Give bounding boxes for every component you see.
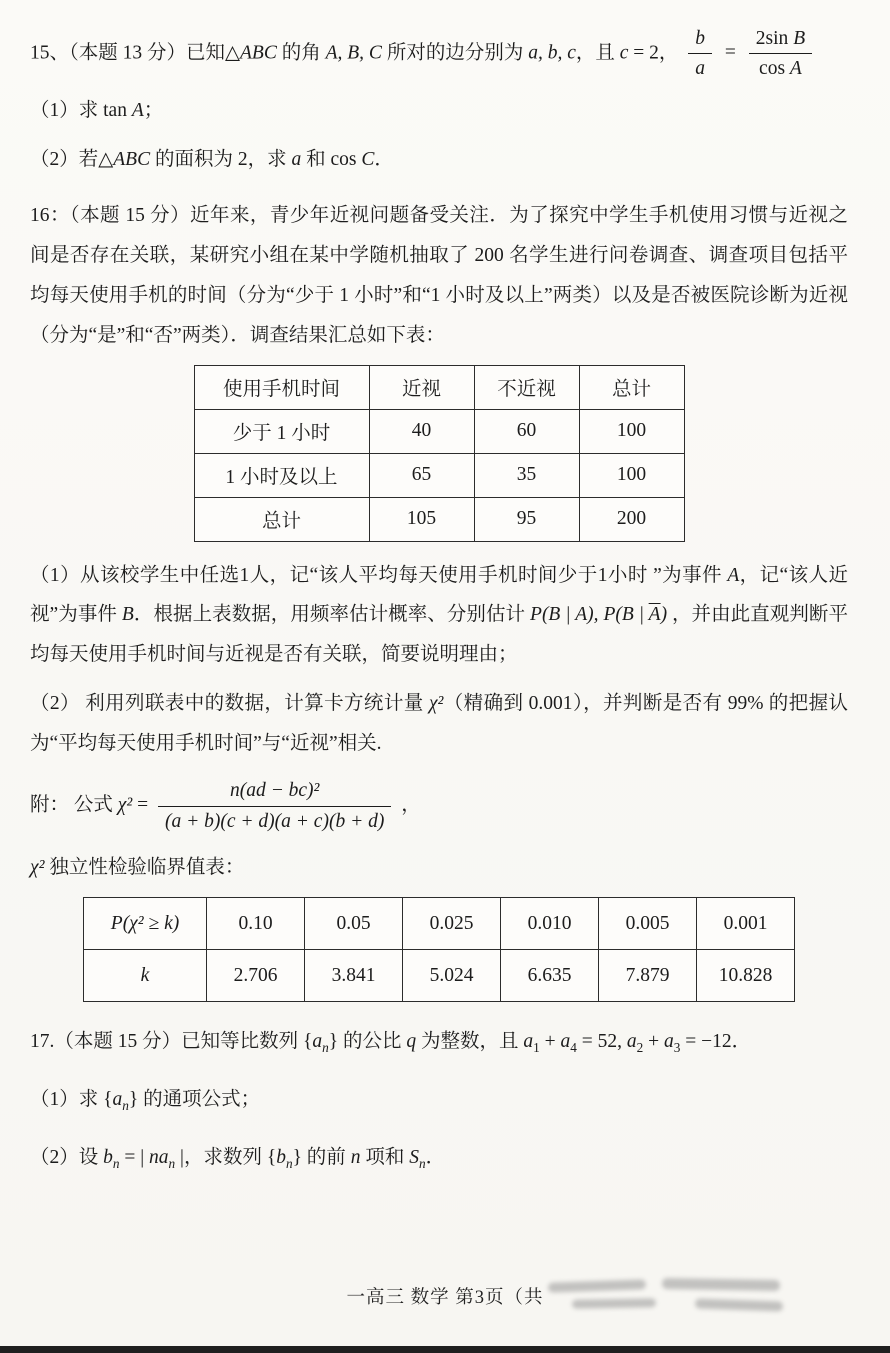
table-cell: k <box>84 950 207 1002</box>
table-cell: 3.841 <box>305 950 403 1002</box>
table-cell: 105 <box>369 497 474 541</box>
table-cell: 6.635 <box>501 950 599 1002</box>
problem-16-part2: （2） 利用列联表中的数据，计算卡方统计量 χ²（精确到 0.001），并判断是否有 99% 的把握认为“平均每天使用手机时间”与“近视”相关. <box>30 693 848 755</box>
problem-15-part2: （2）若△ABC 的面积为 2，求 a 和 cos C． <box>30 148 394 170</box>
table-cell: 0.001 <box>697 898 795 950</box>
page-bottom-edge <box>0 1346 890 1353</box>
problem-15-part1: （1）求 tan A； <box>30 99 164 121</box>
table-cell: 0.025 <box>403 898 501 950</box>
problem-17-part1: （1）求 $\{a_n\}$ 的通项公式； <box>30 1088 261 1113</box>
problem-16-intro: 16：（本题 15 分）近年来，青少年近视问题备受关注．为了探究中学生手机使用习惯与近视之间是否存在关联，某研究小组在某中学随机抽取了 200 名学生进行问卷调查、调查项目包括平均每天使用手机的时间（分为“少于 1 小时”和“1 小时及以上”两类）以及是否被医院诊断为近视（分为“是”和“否”两类）．调查结果汇总如下表： <box>30 204 848 346</box>
problem-16 <box>30 196 848 1002</box>
table-cell: 0.05 <box>305 898 403 950</box>
table-cell: 7.879 <box>599 950 697 1002</box>
table-cell: 95 <box>474 497 579 541</box>
table-row <box>84 950 795 1002</box>
fraction-numerator: 2sin B <box>749 26 812 54</box>
fraction-denominator: a <box>695 58 706 80</box>
critical-value-table <box>83 897 795 1002</box>
table-cell: 100 <box>579 409 684 453</box>
table-cell: 100 <box>579 453 684 497</box>
problem-16-part1: （1）从该校学生中任选1人，记“该人平均每天使用手机时间少于1小时 ”为事件 A，记“该人近视”为事件 B．根据上表数据，用频率估计概率、分别估计 P(B | A), P(B | $\overline{A}$) ，并由此直观判断平均每天使用手机时间与近视是否有关联，简要说明理由； <box>30 564 849 666</box>
footer-text: 一高三 数学 第3页（共 <box>346 1288 544 1308</box>
table-cell: 0.010 <box>501 898 599 950</box>
problem-15-intro <box>30 26 848 82</box>
fraction-denominator: cos A <box>759 58 802 80</box>
problem-17 <box>30 1022 848 1178</box>
table-cell: 0.005 <box>599 898 697 950</box>
fraction-2sinB-over-cosA <box>749 26 812 82</box>
table-row <box>194 409 684 453</box>
table-header-cell: 不近视 <box>474 365 579 409</box>
table-cell: 10.828 <box>697 950 795 1002</box>
formula-tail: ， <box>401 794 421 816</box>
problem-17-part2: （2）设 $b_n$ = | $na_n$ |，求数列 $\{b_n\}$ 的前 n 项和 $S_n$． <box>30 1146 446 1171</box>
redaction-scribble <box>662 1278 780 1291</box>
fraction-numerator: n(ad − bc)² <box>158 778 391 806</box>
table-cell: 65 <box>369 453 474 497</box>
table-cell: 1 小时及以上 <box>194 453 369 497</box>
contingency-table <box>194 365 685 542</box>
table-cell: 5.024 <box>403 950 501 1002</box>
table-cell: 40 <box>369 409 474 453</box>
chi-square-fraction <box>158 778 391 834</box>
problem-15 <box>30 26 848 180</box>
table-row <box>84 898 795 950</box>
fraction-denominator: (a + b)(c + d)(a + c)(b + d) <box>164 810 385 832</box>
redaction-scribble <box>572 1298 656 1308</box>
table-cell: 2.706 <box>207 950 305 1002</box>
table-cell: 200 <box>579 497 684 541</box>
fraction-numerator: b <box>688 26 712 54</box>
table-row <box>194 365 684 409</box>
table-cell: 60 <box>474 409 579 453</box>
equals-sign: = <box>724 42 736 64</box>
critical-value-table-title: χ² 独立性检验临界值表： <box>30 857 245 879</box>
table-row <box>194 497 684 541</box>
redaction-scribble <box>695 1298 783 1311</box>
table-cell: 少于 1 小时 <box>194 409 369 453</box>
fraction-b-over-a <box>688 26 712 82</box>
table-row <box>194 453 684 497</box>
formula-prefix: 附： 公式 χ² = <box>30 794 149 816</box>
table-header-cell: 总计 <box>579 365 684 409</box>
table-cell: 35 <box>474 453 579 497</box>
table-header-cell: 近视 <box>369 365 474 409</box>
problem-17-intro: 17.（本题 15 分）已知等比数列 $\{a_n\}$ 的公比 q 为整数，且 $a_1 + a_4 = 52$, $a_2 + a_3 = -12$． <box>30 1031 752 1055</box>
chi-square-formula-line <box>30 778 848 834</box>
table-cell: 0.10 <box>207 898 305 950</box>
table-header-cell: 使用手机时间 <box>194 365 369 409</box>
table-cell: P(χ² ≥ k) <box>84 898 207 950</box>
problem-15-intro-text: 15、（本题 13 分）已知△ABC 的角 A, B, C 所对的边分别为 a, b, c，且 c = 2， <box>30 42 679 64</box>
table-cell: 总计 <box>194 497 369 541</box>
